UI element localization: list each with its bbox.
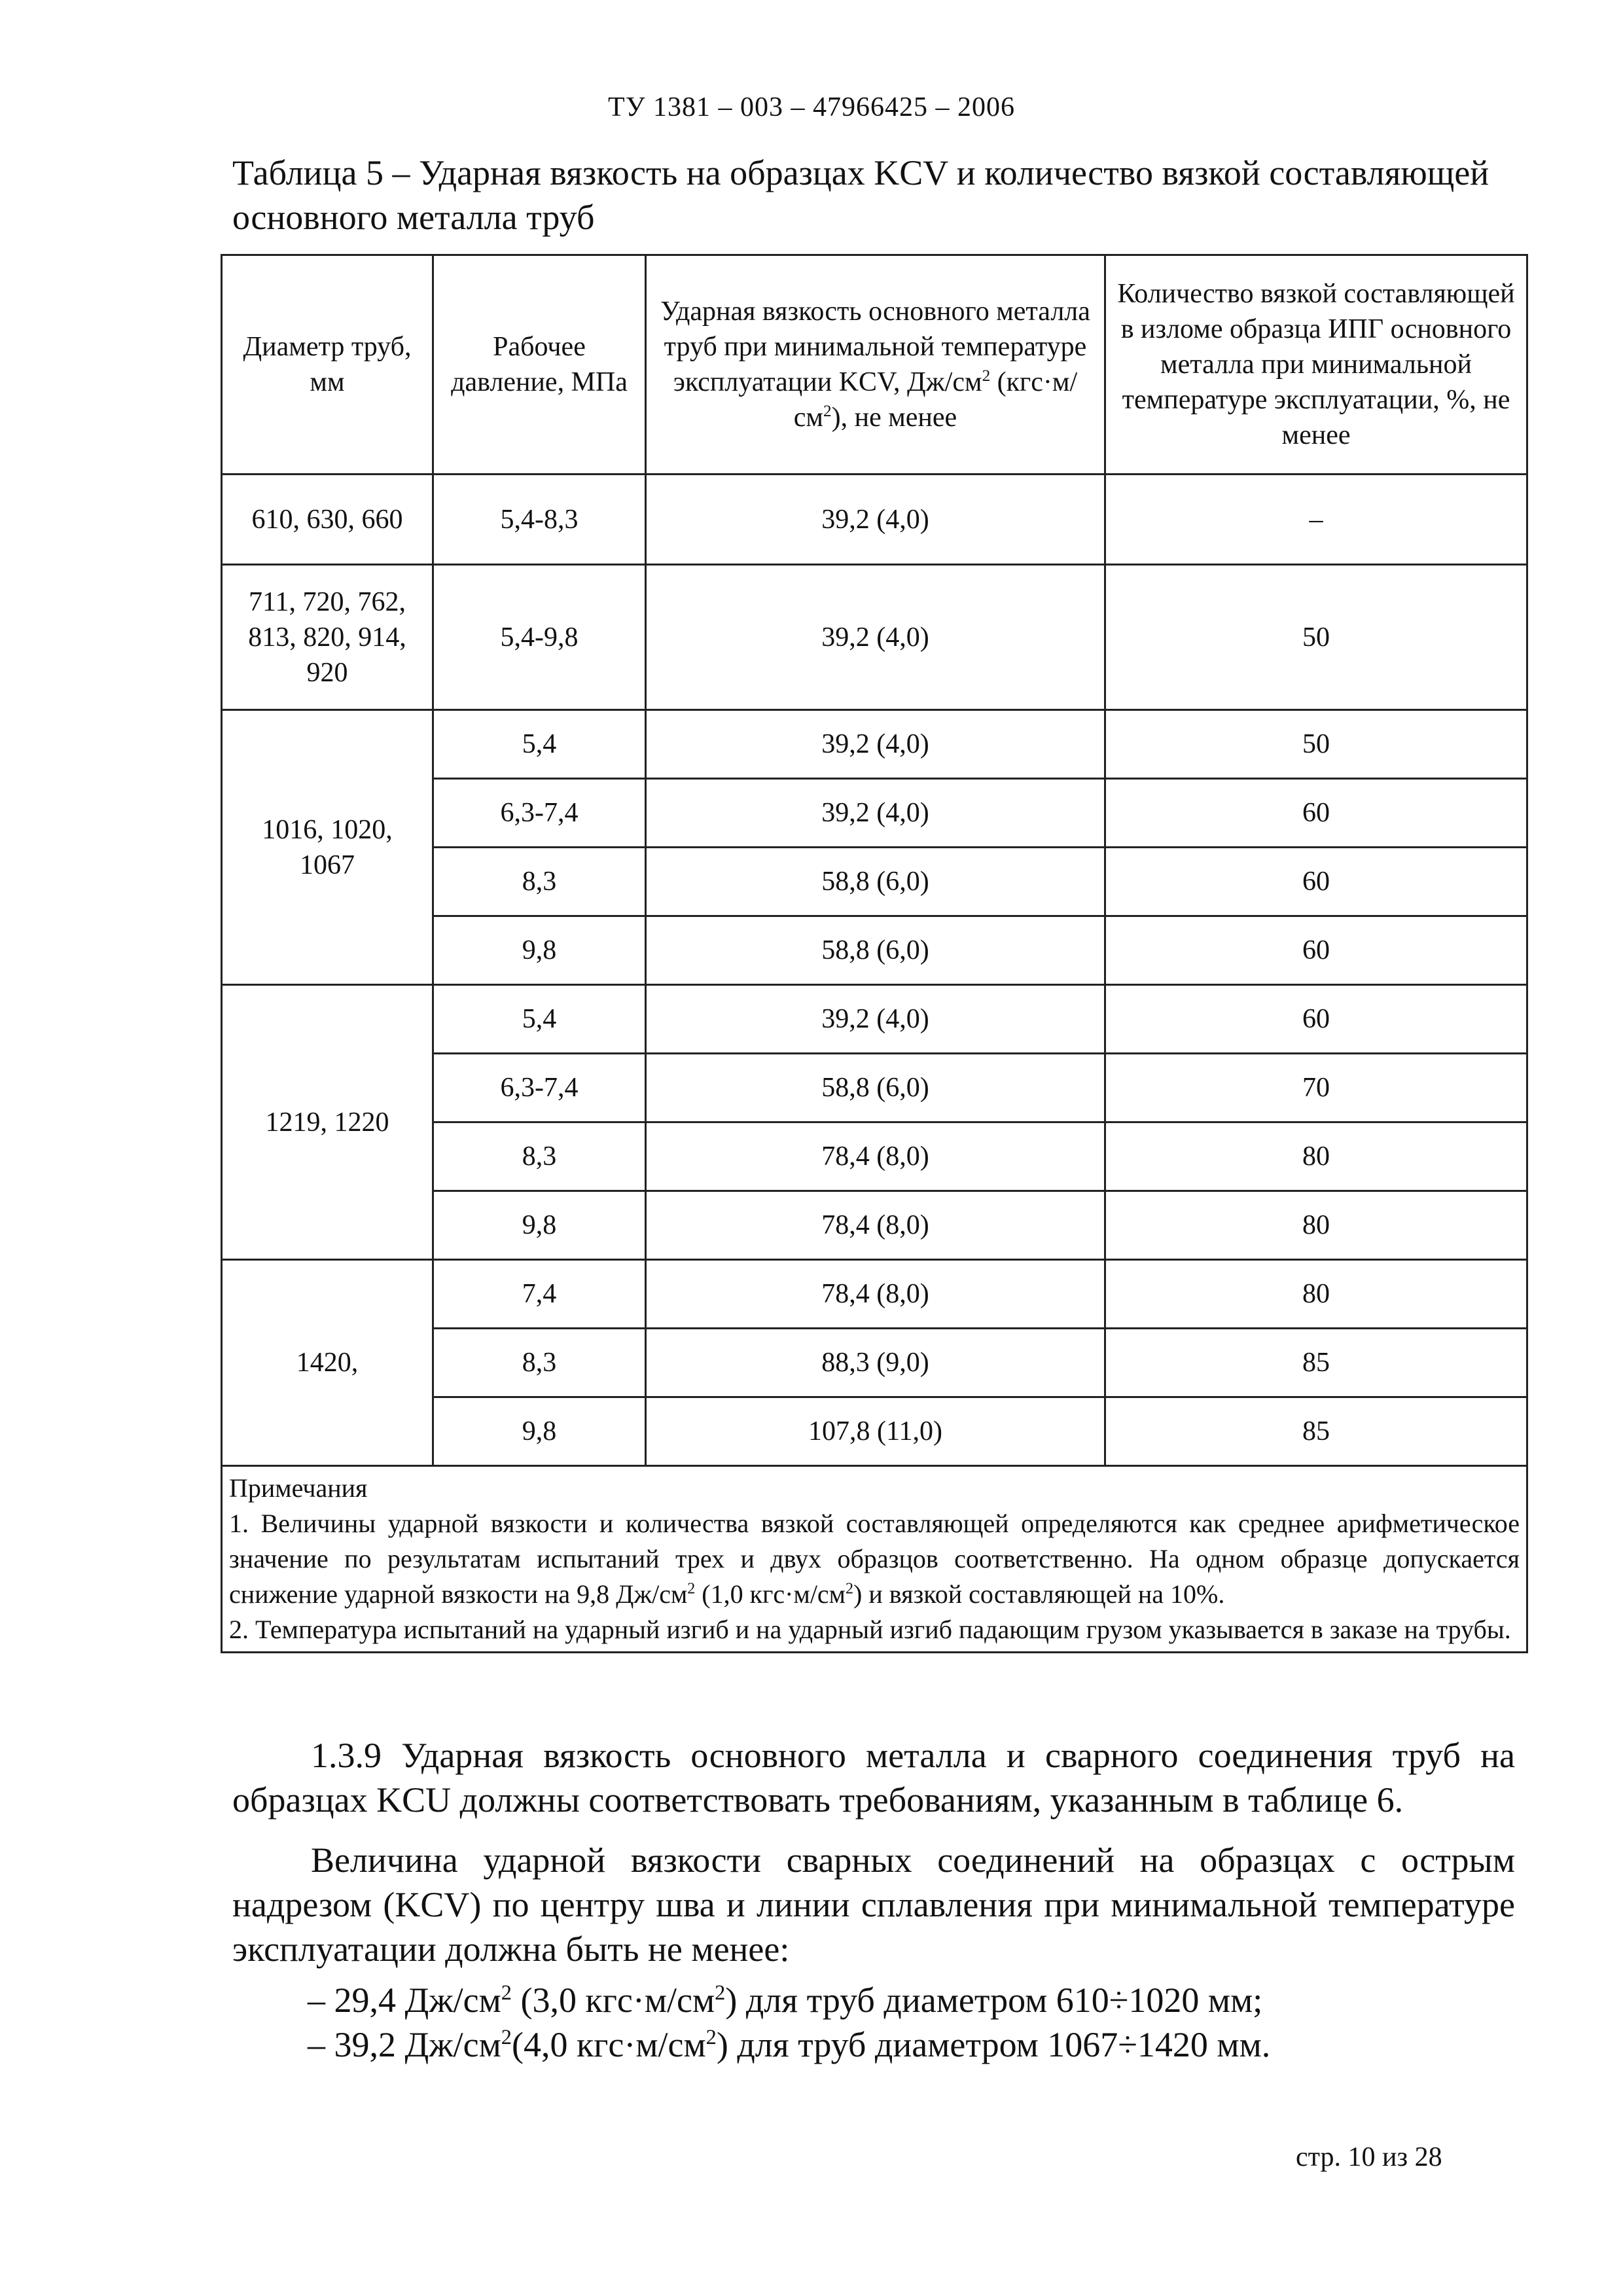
note-2: 2. Температура испытаний на ударный изгиб и на ударный изгиб падающим грузом указывается в заказе на трубы. [229,1615,1511,1644]
note-1-text-b: (1,0 кгс·м/см [695,1579,846,1609]
notes-title: Примечания [229,1473,368,1503]
superscript-2: 2 [846,1580,853,1598]
list-item-text-b: (4,0 кгс·м/см [512,2025,706,2064]
cell-kcv: 39,2 (4,0) [646,565,1105,710]
table-notes-row [222,1466,1527,1653]
cell-diameter: 1016, 1020, 1067 [222,710,433,985]
superscript-2: 2 [705,2026,717,2049]
cell-pressure: 8,3 [433,1122,646,1191]
cell-pressure: 5,4-9,8 [433,565,646,710]
paragraph-1-3-9: 1.3.9 Ударная вязкость основного металла и сварного соединения труб на образцах KCU должны соответствовать требованиям, указанным в таблице 6. [232,1736,1515,1820]
cell-pressure: 6,3-7,4 [433,1054,646,1122]
cell-diameter: 711, 720, 762, 813, 820, 914, 920 [222,565,433,710]
cell-pressure: 5,4-8,3 [433,475,646,565]
note-1 [229,1506,1520,1612]
header-kcv-text-a: Ударная вязкость основного металла труб при минимальной температуре эксплуатации KCV, Дж/см [660,296,1090,397]
table-header-row [222,255,1527,475]
cell-fraction: 50 [1105,710,1527,779]
page-number: стр. 10 из 28 [1296,2142,1442,2172]
list-item-text-c: ) для труб диаметром 610÷1020 мм; [725,1981,1263,2020]
cell-fraction: 70 [1105,1054,1527,1122]
cell-pressure: 7,4 [433,1260,646,1329]
cell-fraction: 80 [1105,1260,1527,1329]
cell-pressure: 5,4 [433,710,646,779]
header-pressure: Рабочее давление, МПа [433,255,646,475]
cell-kcv: 58,8 (6,0) [646,916,1105,985]
table-row [222,985,1527,1054]
list-item [308,1978,1486,2022]
cell-kcv: 107,8 (11,0) [646,1397,1105,1466]
cell-diameter: 1420, [222,1260,433,1466]
cell-fraction: 60 [1105,916,1527,985]
list-item-text-c: ) для труб диаметром 1067÷1420 мм. [716,2025,1271,2064]
table-row [222,710,1527,779]
cell-kcv: 39,2 (4,0) [646,779,1105,848]
cell-fraction: 60 [1105,848,1527,916]
cell-kcv: 39,2 (4,0) [646,710,1105,779]
header-diameter: Диаметр труб, мм [222,255,433,475]
table-row [222,565,1527,710]
paragraph-kcv-welds: Величина ударной вязкости сварных соединений на образцах с острым надрезом (KCV) по центру шва и линии сплавления при минимальной температуре эксплуатации должна быть не менее: [232,1840,1515,1969]
cell-pressure: 9,8 [433,1191,646,1260]
superscript-2: 2 [501,1981,512,2005]
cell-diameter: 1219, 1220 [222,985,433,1260]
header-ductile-fraction: Количество вязкой составляющей в изломе образца ИПГ основного металла при минимальной температуре эксплуатации, %, не менее [1105,255,1527,475]
cell-fraction: 50 [1105,565,1527,710]
cell-kcv: 58,8 (6,0) [646,848,1105,916]
table-notes [222,1466,1527,1653]
cell-kcv: 39,2 (4,0) [646,985,1105,1054]
cell-pressure: 8,3 [433,1329,646,1397]
document-code-header: ТУ 1381 – 003 – 47966425 – 2006 [608,92,1015,122]
header-kcv-text-b: (кгс·м/см [793,367,1078,433]
cell-fraction: 60 [1105,779,1527,848]
table-caption: Таблица 5 – Ударная вязкость на образцах KCV и количество вязкой составляющей основного металла труб [232,153,1489,237]
header-kcv [646,255,1105,475]
impact-toughness-table [221,254,1528,1653]
cell-kcv: 58,8 (6,0) [646,1054,1105,1122]
list-item-text-b: (3,0 кгс·м/см [512,1981,715,2020]
cell-pressure: 8,3 [433,848,646,916]
superscript-2: 2 [687,1580,696,1598]
table-row [222,475,1527,565]
list-item-text-a: – 39,2 Дж/см [308,2025,501,2064]
note-1-text-a: 1. Величины ударной вязкости и количества вязкой составляющей определяются как среднее арифметическое значение по результатам испытаний трех и двух образцов соответственно. На одном образце допускается снижение ударной вязкости на 9,8 Дж/см [229,1509,1520,1609]
cell-fraction: – [1105,475,1527,565]
note-1-text-c: ) и вязкой составляющей на 10%. [853,1579,1225,1609]
cell-pressure: 5,4 [433,985,646,1054]
superscript-2: 2 [823,403,832,420]
superscript-2: 2 [501,2026,512,2049]
cell-pressure: 9,8 [433,1397,646,1466]
list-item [308,2022,1486,2067]
table-row [222,1260,1527,1329]
superscript-2: 2 [715,1981,726,2005]
header-kcv-text-c: ), не менее [831,403,957,433]
cell-diameter: 610, 630, 660 [222,475,433,565]
cell-fraction: 60 [1105,985,1527,1054]
cell-pressure: 6,3-7,4 [433,779,646,848]
cell-fraction: 85 [1105,1397,1527,1466]
cell-fraction: 85 [1105,1329,1527,1397]
cell-kcv: 78,4 (8,0) [646,1260,1105,1329]
cell-kcv: 88,3 (9,0) [646,1329,1105,1397]
superscript-2: 2 [982,367,991,385]
cell-pressure: 9,8 [433,916,646,985]
cell-kcv: 39,2 (4,0) [646,475,1105,565]
cell-fraction: 80 [1105,1122,1527,1191]
list-item-text-a: – 29,4 Дж/см [308,1981,501,2020]
cell-fraction: 80 [1105,1191,1527,1260]
cell-kcv: 78,4 (8,0) [646,1122,1105,1191]
cell-kcv: 78,4 (8,0) [646,1191,1105,1260]
